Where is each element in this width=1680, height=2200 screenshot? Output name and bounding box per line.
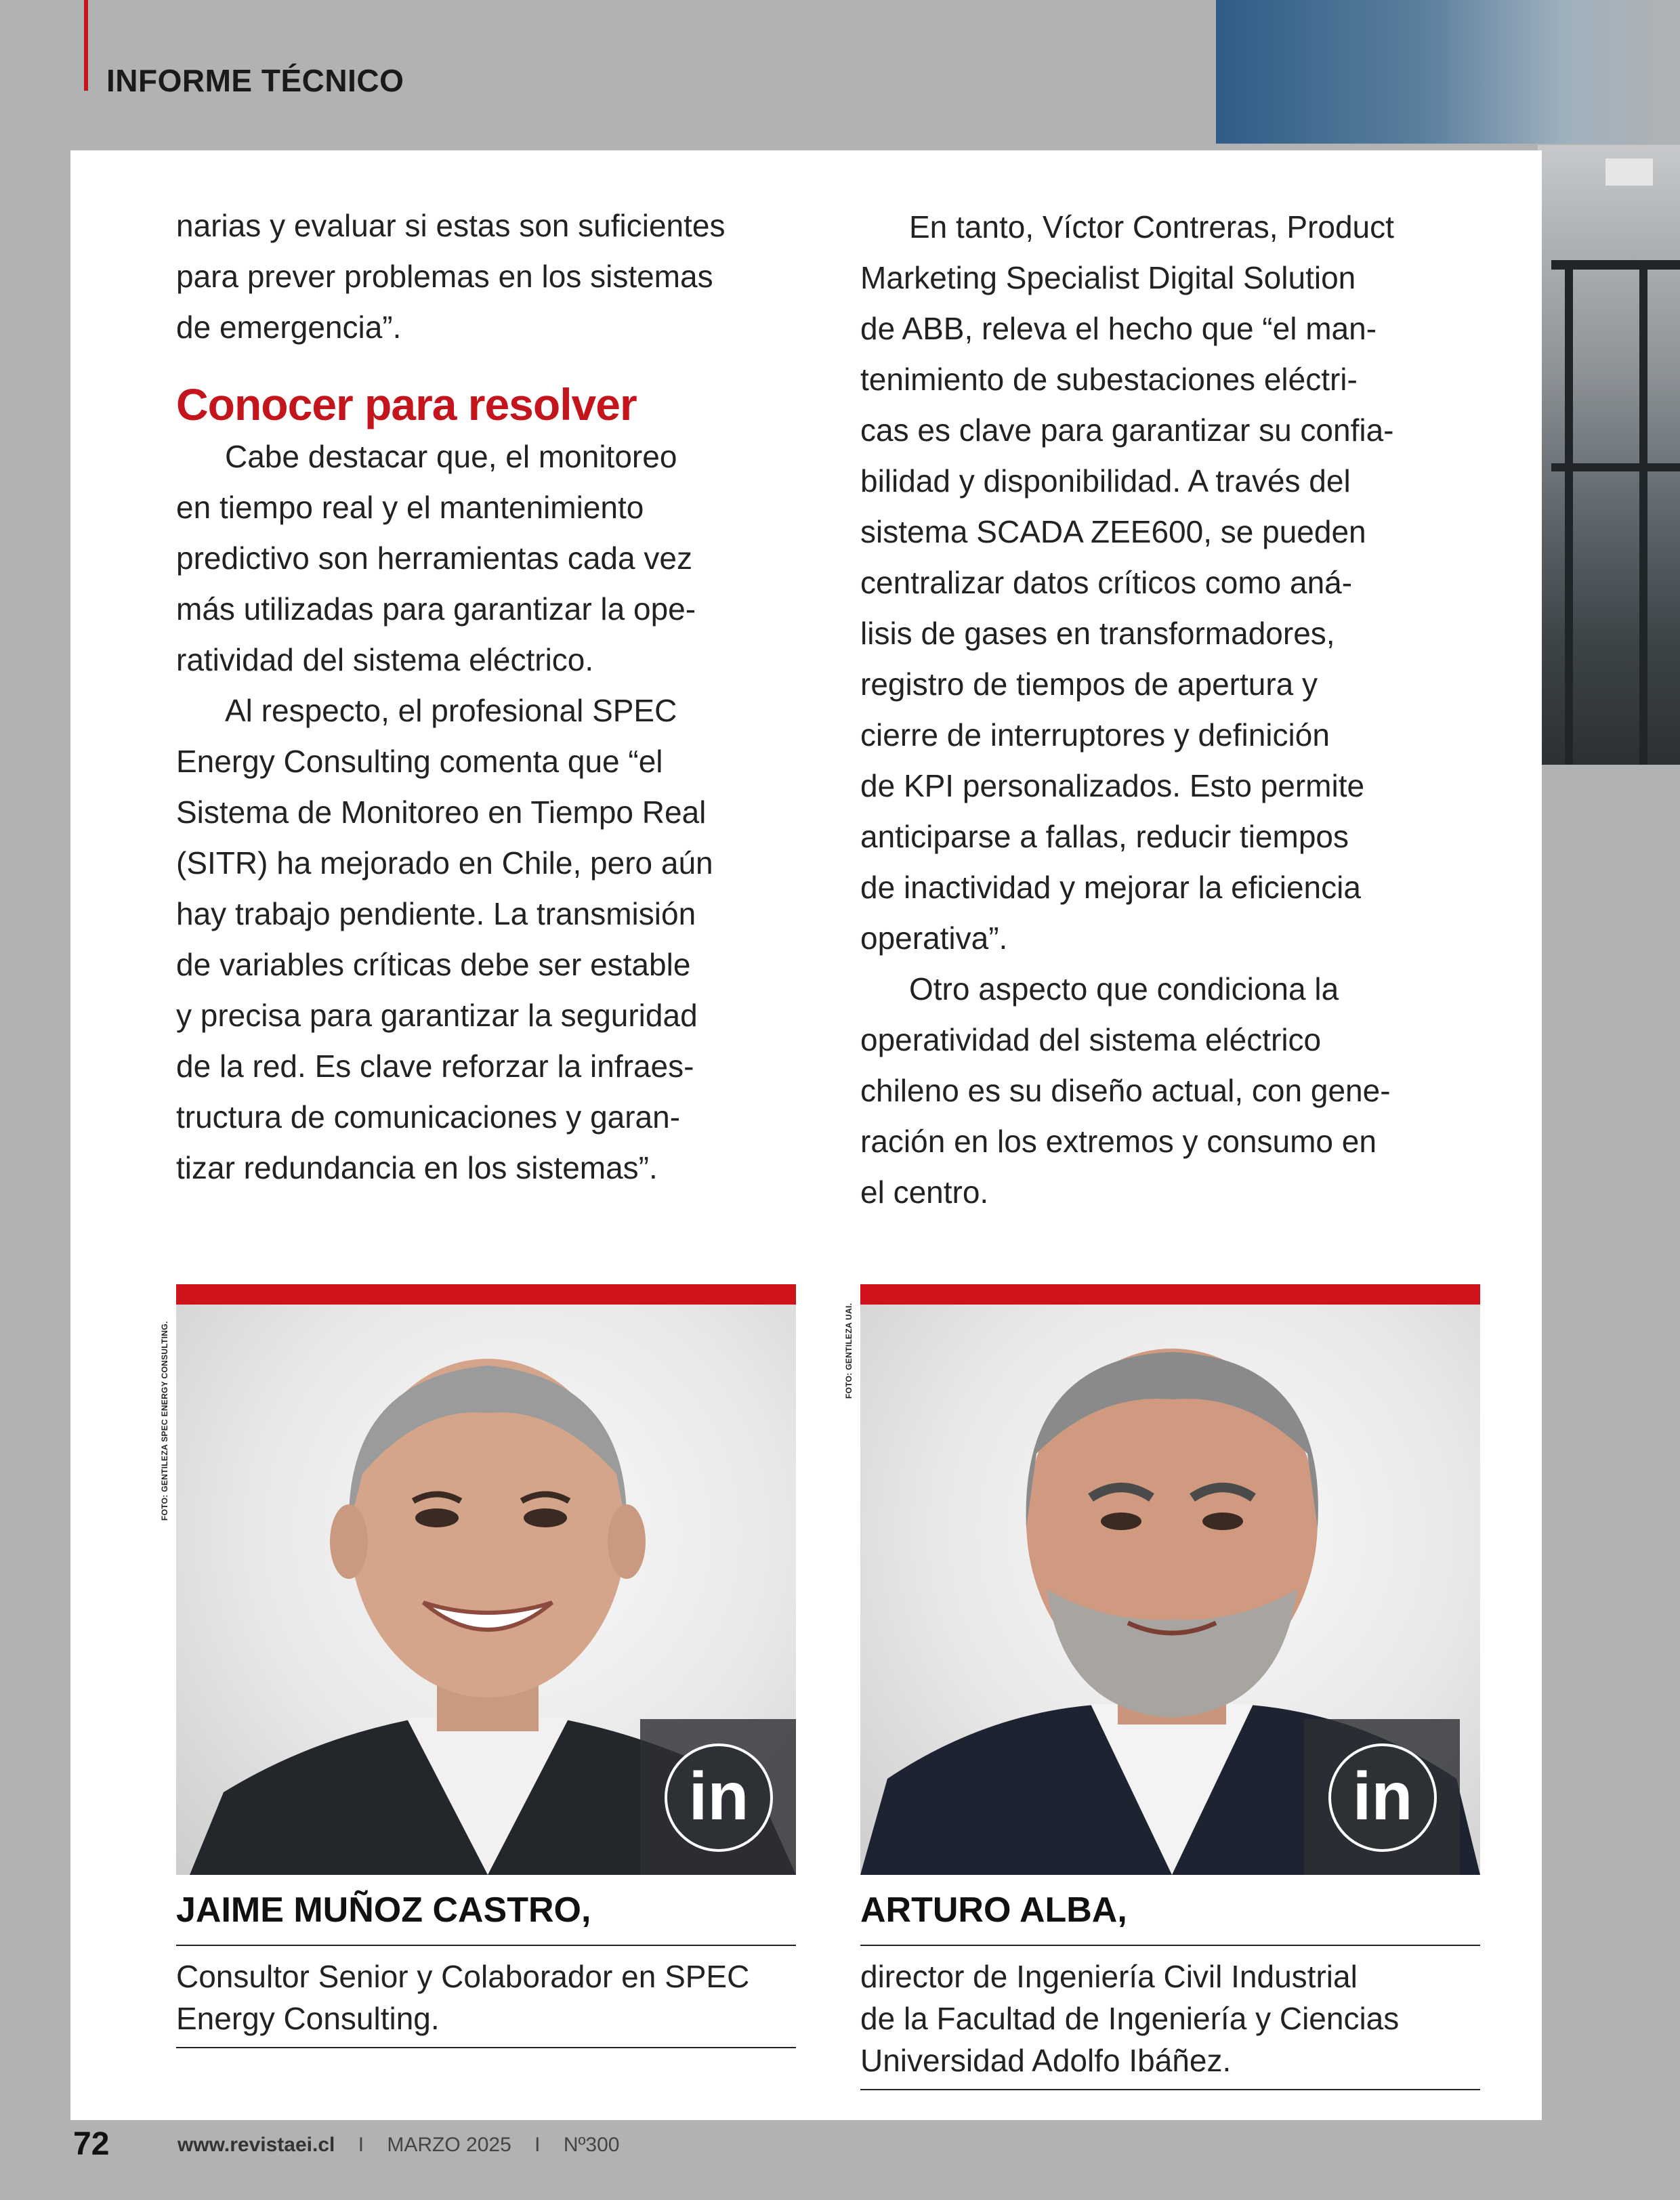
paragraph: narias y evaluar si estas son suficientes para prever problemas en los sistemas de emergencia”. — [176, 208, 726, 345]
portrait-photo — [860, 1284, 1480, 1875]
photo-red-bar — [176, 1284, 796, 1305]
website-link[interactable]: www.revistaei.cl — [177, 2134, 335, 2156]
profile-name: ARTURO ALBA, — [860, 1890, 1127, 1930]
footer-separator: I — [358, 2134, 364, 2156]
article-column-left — [176, 200, 813, 1193]
paragraph: Otro aspecto que condiciona la operatividad del sistema eléctrico chileno es su diseño actual, con gene- ración en los extremos y consumo en el centro. — [860, 971, 1391, 1210]
divider — [176, 1945, 796, 1946]
paragraph: Al respecto, el profesional SPEC Energy Consulting comenta que “el Sistema de Monitoreo en Tiempo Real (SITR) ha mejorado en Chile, pero aún hay trabajo pendiente. La transmisión de variables críticas debe ser estable y precisa para garantizar la seguridad de la red. Es clave reforzar la infraes- tructura de comunicaciones y garan- tizar redundancia en los sistemas”. — [176, 693, 713, 1185]
section-label: INFORME TÉCNICO — [106, 63, 404, 98]
footer-separator: I — [534, 2134, 541, 2156]
paragraph: Cabe destacar que, el monitoreo en tiempo real y el mantenimiento predictivo son herramientas cada vez más utilizadas para garantizar la ope- ratividad del sistema eléctrico. — [176, 439, 696, 677]
footer-info — [177, 2134, 620, 2157]
photo-credit: FOTO: GENTILEZA SPEC ENERGY CONSULTING. — [160, 1321, 169, 1521]
photo-credit: FOTO: GENTILEZA UAI. — [844, 1303, 854, 1399]
divider — [176, 2047, 796, 2048]
linkedin-icon: in — [665, 1743, 773, 1852]
divider — [860, 2089, 1480, 2090]
background-substation-photo — [1538, 145, 1680, 765]
profile-role: Consultor Senior y Colaborador en SPEC Energy Consulting. — [176, 1959, 750, 2036]
article-column-right — [860, 202, 1497, 1218]
divider — [860, 1945, 1480, 1946]
subheading: Conocer para resolver — [176, 379, 637, 429]
issue-date: MARZO 2025 — [387, 2134, 511, 2156]
photo-red-bar — [860, 1284, 1480, 1305]
page-number: 72 — [73, 2126, 110, 2162]
linkedin-button[interactable] — [1304, 1719, 1460, 1875]
header-color-band — [1216, 0, 1680, 144]
linkedin-icon: in — [1328, 1743, 1437, 1852]
issue-number: Nº300 — [563, 2134, 620, 2156]
paragraph: En tanto, Víctor Contreras, Product Marketing Specialist Digital Solution de ABB, releva el hecho que “el man- tenimiento de subestaciones eléctri- cas es clave para garantizar su confia- bilidad y disponibilidad. A través del sistema SCADA ZEE600, se pueden centralizar datos críticos como aná- lisis de gases en transformadores, registro de tiempos de apertura y cierre de interruptores y definición de KPI personalizados. Esto permite anticiparse a fallas, reducir tiempos de inactividad y mejorar la eficiencia operativa”. — [860, 209, 1394, 956]
linkedin-button[interactable] — [640, 1719, 796, 1875]
header-accent-rule — [84, 0, 88, 91]
portrait-photo — [176, 1284, 796, 1875]
profile-role: director de Ingeniería Civil Industrial de la Facultad de Ingeniería y Ciencias Universidad Adolfo Ibáñez. — [860, 1959, 1400, 2078]
profile-name: JAIME MUÑOZ CASTRO, — [176, 1890, 591, 1930]
